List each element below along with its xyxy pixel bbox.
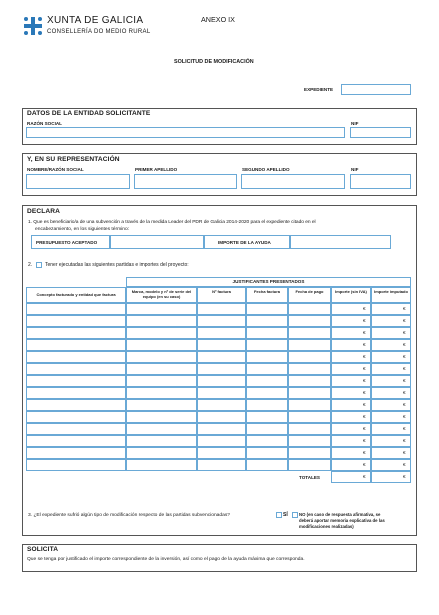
table-cell[interactable]: [126, 459, 197, 471]
table-header-label: Marca, modelo y nº de serie del equipo (en su caso): [131, 289, 192, 299]
justificantes-title: JUSTIFICANTES PRESENTADOS: [232, 279, 305, 284]
declara-item2-number: 2.: [28, 262, 33, 268]
nombre-label: NOMBRE/RAZÓN SOCIAL: [27, 167, 84, 172]
table-cell[interactable]: [246, 315, 288, 327]
entidad-section-title: DATOS DE LA ENTIDAD SOLICITANTE: [27, 110, 151, 117]
table-cell[interactable]: [288, 351, 331, 363]
euro-symbol: €: [363, 378, 366, 383]
euro-symbol: €: [403, 450, 406, 455]
table-cell[interactable]: [26, 303, 126, 315]
table-cell[interactable]: [288, 399, 331, 411]
table-cell[interactable]: [197, 351, 246, 363]
euro-symbol: €: [363, 366, 366, 371]
table-cell[interactable]: [126, 411, 197, 423]
expediente-field[interactable]: [341, 84, 411, 95]
table-cell[interactable]: [197, 447, 246, 459]
table-cell[interactable]: [288, 447, 331, 459]
euro-symbol: €: [403, 354, 406, 359]
euro-symbol: €: [363, 318, 366, 323]
table-cell[interactable]: [288, 411, 331, 423]
table-cell[interactable]: [197, 423, 246, 435]
entidad-nif-field[interactable]: [350, 127, 411, 138]
table-cell[interactable]: [26, 423, 126, 435]
table-header-label: Importe imputado: [374, 289, 408, 294]
table-cell[interactable]: [26, 447, 126, 459]
table-cell[interactable]: [126, 315, 197, 327]
table-cell[interactable]: [288, 387, 331, 399]
table-cell[interactable]: [197, 399, 246, 411]
table-cell[interactable]: [26, 387, 126, 399]
table-header-label: Concepto facturado y entidad que factura: [36, 292, 116, 297]
table-cell[interactable]: [26, 399, 126, 411]
segundo-apellido-field[interactable]: [241, 174, 345, 189]
table-header-label: Nº factura: [212, 289, 231, 294]
euro-symbol: €: [363, 462, 366, 467]
no-checkbox[interactable]: [292, 512, 298, 518]
table-cell[interactable]: [197, 459, 246, 471]
euro-symbol: €: [403, 366, 406, 371]
table-cell[interactable]: [288, 303, 331, 315]
table-cell[interactable]: [288, 339, 331, 351]
table-cell[interactable]: [246, 447, 288, 459]
table-cell[interactable]: [288, 327, 331, 339]
table-cell[interactable]: [197, 339, 246, 351]
document-title: SOLICITUD DE MODIFICACIÓN: [174, 59, 254, 65]
totals-label: TOTALES: [298, 475, 320, 480]
expediente-label: EXPEDIENTE: [304, 87, 334, 92]
euro-symbol: €: [363, 426, 366, 431]
table-cell[interactable]: [126, 363, 197, 375]
no-label-line3: modificaciones realizadas): [299, 524, 354, 529]
nombre-field[interactable]: [26, 174, 130, 189]
galicia-cross-icon: [22, 15, 44, 37]
table-header-label: Importe (sin IVA): [335, 289, 367, 294]
table-cell[interactable]: [197, 315, 246, 327]
table-cell[interactable]: [288, 375, 331, 387]
si-checkbox[interactable]: [276, 512, 282, 518]
table-cell[interactable]: [288, 363, 331, 375]
presupuesto-label: PRESUPUESTO ACEPTADO: [36, 240, 98, 245]
table-cell[interactable]: [246, 435, 288, 447]
solicita-text: Que se tenga por justificado el importe correspondiente de la inversión, así como el pago de la ayuda máxima que corresponda.: [27, 557, 305, 562]
euro-symbol: €: [363, 450, 366, 455]
table-cell[interactable]: [126, 339, 197, 351]
table-header-label: Fecha de pago: [295, 289, 324, 294]
table-cell[interactable]: [26, 339, 126, 351]
representacion-nif-field[interactable]: [350, 174, 411, 189]
table-cell[interactable]: [26, 459, 126, 471]
declara-item3-text: 3. ¿El expediente sufrió algún tipo de modificación respecto de las partidas subvencionadas?: [28, 513, 230, 518]
table-cell[interactable]: [126, 375, 197, 387]
euro-symbol: €: [363, 438, 366, 443]
euro-symbol: €: [403, 342, 406, 347]
euro-symbol: €: [403, 438, 406, 443]
table-cell[interactable]: [26, 375, 126, 387]
table-cell[interactable]: [246, 399, 288, 411]
table-cell[interactable]: [26, 435, 126, 447]
euro-symbol: €: [403, 462, 406, 467]
org-department: CONSELLERÍA DO MEDIO RURAL: [47, 29, 151, 35]
euro-symbol: €: [403, 378, 406, 383]
euro-symbol: €: [403, 318, 406, 323]
table-cell[interactable]: [197, 303, 246, 315]
no-label-line2: deberá aportar memoria explicativa de las: [299, 518, 385, 523]
representacion-nif-label: NIF: [351, 167, 359, 172]
solicita-section-title: SOLICITA: [27, 546, 59, 553]
euro-symbol: €: [403, 474, 406, 479]
euro-symbol: €: [363, 402, 366, 407]
euro-symbol: €: [363, 306, 366, 311]
table-cell[interactable]: [197, 387, 246, 399]
euro-symbol: €: [363, 474, 366, 479]
si-label: SÍ: [283, 512, 288, 518]
declara-item2-text: Tener ejecutadas las siguientes partidas e importes del proyecto:: [45, 262, 189, 268]
euro-symbol: €: [363, 354, 366, 359]
table-cell[interactable]: [197, 363, 246, 375]
representacion-section-title: Y, EN SU REPRESENTACIÓN: [27, 156, 120, 163]
importe-ayuda-label: IMPORTE DE LA AYUDA: [218, 240, 271, 245]
table-cell[interactable]: [197, 435, 246, 447]
table-cell[interactable]: [246, 303, 288, 315]
table-cell[interactable]: [26, 411, 126, 423]
table-cell[interactable]: [288, 315, 331, 327]
euro-symbol: €: [403, 390, 406, 395]
table-cell[interactable]: [246, 327, 288, 339]
declara-item1-line2: encabezamiento, en los siguientes término:: [35, 227, 130, 232]
table-cell[interactable]: [126, 435, 197, 447]
table-cell[interactable]: [288, 435, 331, 447]
euro-symbol: €: [403, 426, 406, 431]
table-cell[interactable]: [126, 399, 197, 411]
table-cell[interactable]: [26, 363, 126, 375]
declara-section-title: DECLARA: [27, 208, 60, 215]
table-cell[interactable]: [197, 375, 246, 387]
table-cell[interactable]: [26, 351, 126, 363]
razon-social-label: RAZÓN SOCIAL: [27, 121, 62, 126]
table-cell[interactable]: [246, 363, 288, 375]
declara-item1-line1: 1. Que es beneficiario/a de una subvención a través de la medida Leader del PDR de Galicia 2014-2020 para el expediente citado en el: [28, 220, 316, 225]
table-cell[interactable]: [26, 315, 126, 327]
table-cell[interactable]: [197, 411, 246, 423]
annex-label: ANEXO IX: [201, 15, 235, 24]
table-cell[interactable]: [126, 447, 197, 459]
table-cell[interactable]: [246, 351, 288, 363]
table-cell[interactable]: [246, 375, 288, 387]
euro-symbol: €: [403, 414, 406, 419]
euro-symbol: €: [403, 306, 406, 311]
euro-symbol: €: [403, 330, 406, 335]
table-cell[interactable]: [126, 423, 197, 435]
table-cell[interactable]: [126, 303, 197, 315]
table-cell[interactable]: [288, 423, 331, 435]
table-cell[interactable]: [288, 459, 331, 471]
table-cell[interactable]: [126, 327, 197, 339]
presupuesto-field[interactable]: [110, 235, 204, 249]
table-cell[interactable]: [246, 423, 288, 435]
importe-ayuda-field[interactable]: [290, 235, 391, 249]
table-cell[interactable]: [126, 387, 197, 399]
table-cell[interactable]: [246, 387, 288, 399]
table-header-label: Fecha factura: [253, 289, 280, 294]
euro-symbol: €: [403, 402, 406, 407]
table-cell[interactable]: [246, 459, 288, 471]
table-cell[interactable]: [126, 351, 197, 363]
entidad-nif-label: NIF: [351, 121, 359, 126]
razon-social-field[interactable]: [26, 127, 345, 138]
euro-symbol: €: [363, 330, 366, 335]
primer-apellido-label: PRIMER APELLIDO: [135, 167, 178, 172]
table-cell[interactable]: [26, 327, 126, 339]
euro-symbol: €: [363, 390, 366, 395]
table-cell[interactable]: [246, 339, 288, 351]
table-cell[interactable]: [246, 411, 288, 423]
xunta-logo: [22, 15, 44, 37]
euro-symbol: €: [363, 342, 366, 347]
primer-apellido-field[interactable]: [134, 174, 237, 189]
org-name: XUNTA DE GALICIA: [47, 15, 144, 26]
segundo-apellido-label: SEGUNDO APELLIDO: [242, 167, 290, 172]
no-label-line1: NO (en caso de respuesta afirmativa, se: [299, 512, 381, 517]
euro-symbol: €: [363, 414, 366, 419]
table-cell[interactable]: [197, 327, 246, 339]
item2-checkbox[interactable]: [36, 262, 42, 268]
